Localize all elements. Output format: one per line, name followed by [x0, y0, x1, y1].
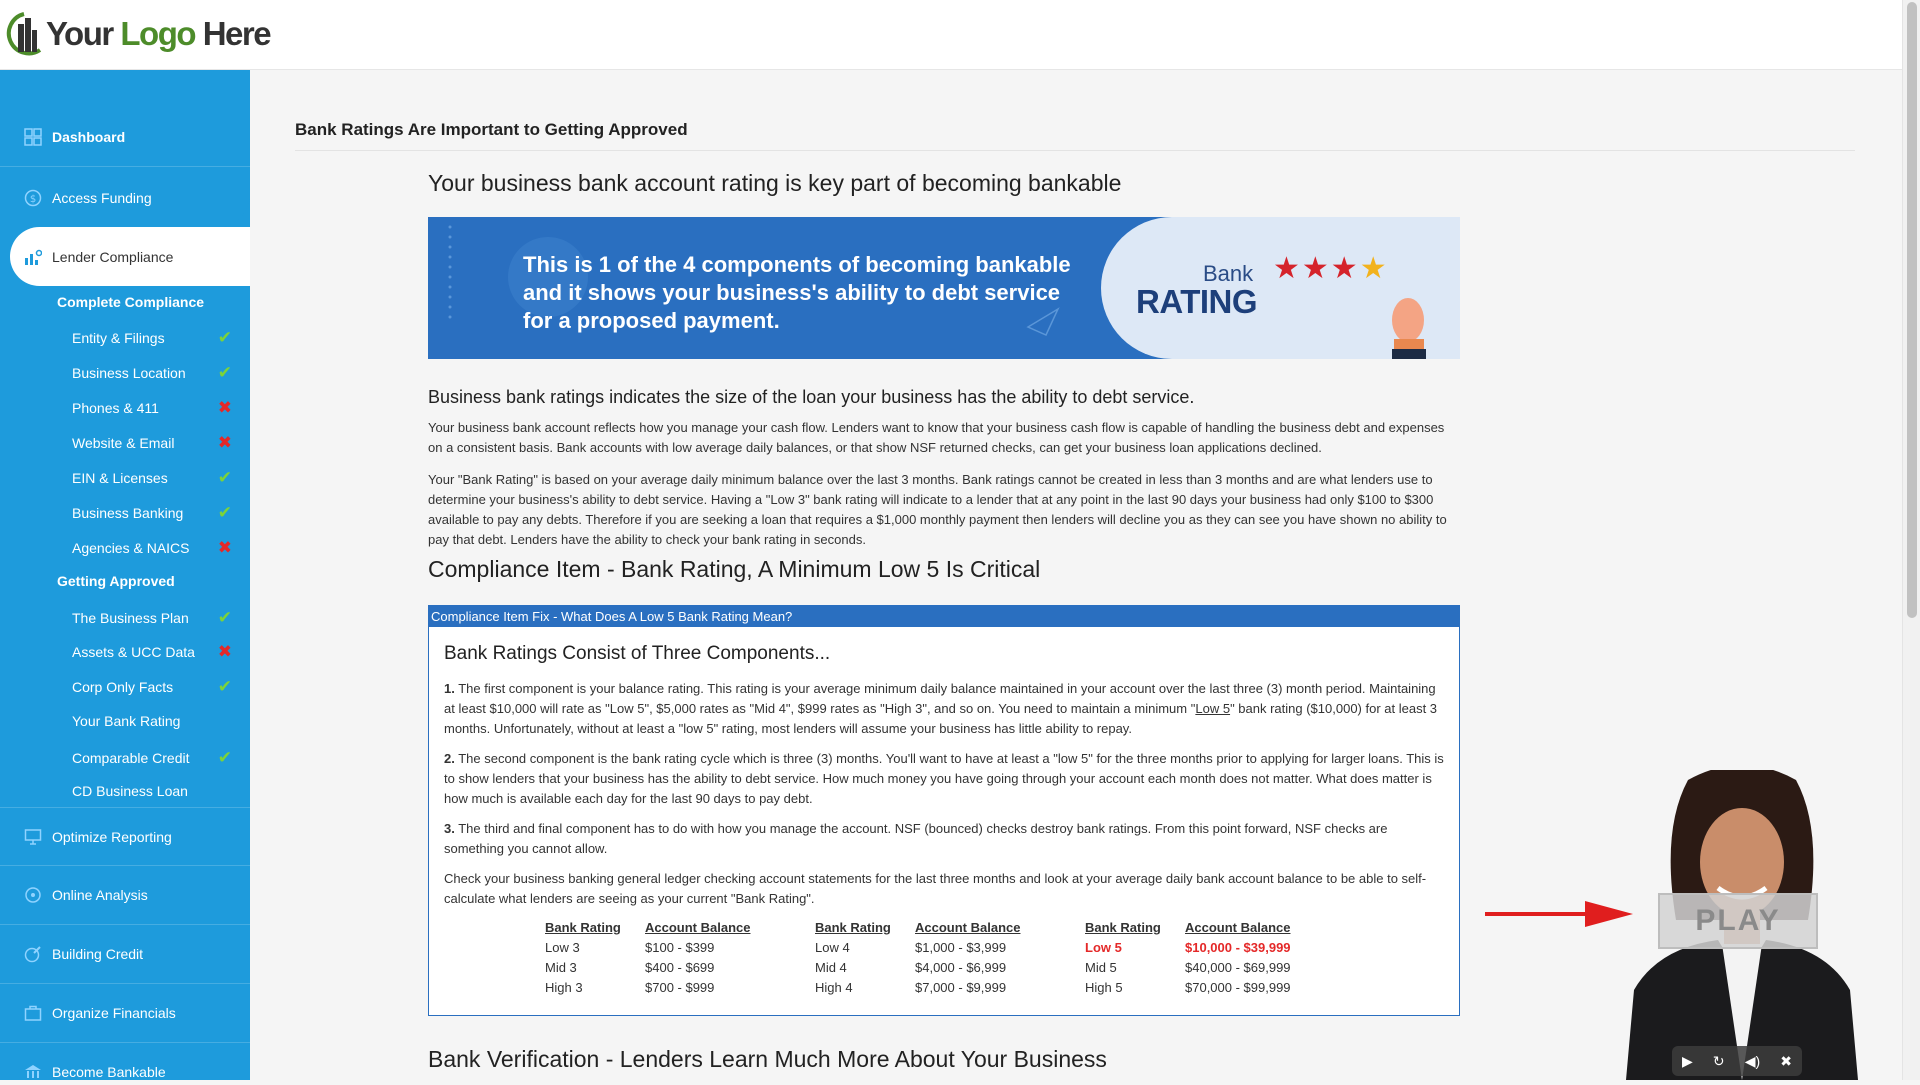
page-scrollbar[interactable] — [1902, 0, 1920, 1080]
sidebar-item-lender-compliance[interactable] — [10, 227, 250, 286]
check-icon: ✔ — [217, 608, 232, 627]
heading-bank-verification: Bank Verification - Lenders Learn Much More About Your Business — [428, 1046, 1107, 1072]
banner-rating-label: RATING — [1136, 283, 1258, 320]
check-icon: ✔ — [217, 748, 232, 767]
sidebar-item-access-funding[interactable] — [0, 168, 250, 227]
sidebar-section-getting-approved[interactable]: Getting Approved — [57, 573, 175, 589]
divider — [295, 150, 1855, 151]
sidebar-subitem-active[interactable]: Your Bank Rating — [72, 713, 181, 729]
sidebar-section-complete-compliance[interactable]: Complete Compliance — [57, 294, 205, 310]
sidebar-subitem[interactable]: Corp Only Facts ✔ — [72, 677, 232, 696]
compliance-fix-box — [428, 605, 1460, 1016]
check-icon: ✔ — [217, 503, 232, 522]
target-icon — [24, 886, 42, 904]
check-icon: ✔ — [217, 328, 232, 347]
page-title: Bank Ratings Are Important to Getting Approved — [295, 120, 688, 139]
replay-icon[interactable]: ↻ — [1712, 1052, 1725, 1069]
monitor-icon — [24, 828, 42, 846]
table-row: Low 3 $100 - $399 Low 4 $1,000 - $3,999 Low 5 $10,000 - $39,999 — [545, 939, 1291, 955]
sidebar-item-label: Dashboard — [52, 129, 126, 145]
sidebar-item-dashboard[interactable] — [0, 108, 250, 167]
top-header — [0, 0, 1902, 70]
sidebar-item-online-analysis[interactable] — [0, 866, 250, 925]
sidebar-item-label: Lender Compliance — [52, 248, 174, 265]
video-controls — [1672, 1046, 1802, 1076]
arrow-right-icon — [1485, 899, 1635, 929]
component-2: 2. The second component is the bank rating cycle which is three (3) months. You'll want to have at least a "low 5" for the three months prior to applying for larger loans. This is to show lenders that your business has the ability to debt service. How much money you have going through your account each month does not matter. What does matter is how much is available each day for the last 90 days to pay debt. — [444, 751, 1444, 806]
sidebar-subitem[interactable]: EIN & Licenses ✔ — [72, 468, 232, 487]
col-header: Account Balance — [645, 919, 751, 935]
component-3: 3. The third and final component has to do with how you manage the account. NSF (bounced) checks destroy bank ratings. From this point forward, NSF checks are something you cannot allow. — [444, 821, 1388, 856]
bank-icon — [24, 1063, 42, 1080]
lead-paragraph: Business bank ratings indicates the size of the loan your business has the ability to debt service. — [428, 387, 1195, 407]
heading-compliance-item: Compliance Item - Bank Rating, A Minimum Low 5 Is Critical — [428, 556, 1041, 582]
sidebar-item-building-credit[interactable] — [0, 925, 250, 984]
logo-text: Your Logo Here — [46, 15, 271, 52]
sidebar-item-label: Optimize Reporting — [52, 828, 172, 845]
chart-bars-icon — [24, 248, 42, 266]
sidebar-item-label: Online Analysis — [52, 887, 148, 903]
sidebar-item-label: Organize Financials — [52, 1005, 176, 1021]
paragraph-bank-rating: Your "Bank Rating" is based on your average daily minimum balance over the last 3 months. Bank ratings cannot be created in less than 3 months and are what lenders use to determine your business's ability to debt service. Having a "Low 3" bank rating will indicate to a lender that at any point in the last 90 days your business had only $100 to $300 available to pay any debts. Therefore if you are seeking a loan that requires a $1,000 monthly payment then lenders will decline you as they can see you have shown no ability to pay that debt. Lenders have the ability to check your bank rating in seconds. — [428, 472, 1447, 547]
bank-rating-banner — [428, 217, 1460, 359]
sidebar-subitem[interactable]: Assets & UCC Data ✖ — [72, 642, 232, 661]
sidebar-subitem[interactable]: The Business Plan ✔ — [72, 608, 232, 627]
heading-bankable: Your business bank account rating is key part of becoming bankable — [428, 170, 1122, 196]
col-header: Account Balance — [915, 919, 1021, 935]
play-icon[interactable]: ▶ — [1682, 1052, 1693, 1069]
sidebar-subitem[interactable]: Comparable Credit ✔ — [72, 748, 232, 767]
low5-link[interactable]: Low 5 — [1195, 701, 1231, 716]
col-header: Account Balance — [1185, 919, 1291, 935]
table-row: Mid 3 $400 - $699 Mid 4 $4,000 - $6,999 Mid 5 $40,000 - $69,999 — [545, 959, 1291, 975]
col-header: Bank Rating — [1085, 919, 1161, 935]
star-rating-icon: ★★★★ — [1273, 252, 1389, 285]
sidebar-subitem[interactable]: Website & Email ✖ — [72, 433, 232, 452]
col-header: Bank Rating — [545, 919, 621, 935]
check-statement-paragraph: Check your business banking general ledger checking account statements for the last three months and look at your average daily bank account balance to be able to self-calculate what lenders are seeing as your current "Bank Rating". — [444, 871, 1427, 906]
sidebar-subitem[interactable]: Business Location ✔ — [72, 363, 232, 382]
cross-icon: ✖ — [217, 398, 232, 417]
sidebar-item-optimize-reporting[interactable] — [0, 807, 250, 866]
check-icon: ✔ — [217, 677, 232, 696]
logo[interactable] — [4, 10, 270, 58]
dashboard-icon — [24, 128, 42, 146]
sidebar — [0, 70, 250, 1080]
box-header: Compliance Item Fix - What Does A Low 5 Bank Rating Mean? — [429, 606, 1459, 627]
banner-bank-label: Bank — [1203, 261, 1254, 286]
component-1: 1. The first component is your balance rating. This rating is your average minimum daily balance maintained in your account over the last three (3) month period. Maintaining at least $10,000 will rate as "Low 5", $5,000 rates as "Mid 4", $999 rates as "High 3", and so on. You need to maintain a minimum "Low 5" bank rating ($10,000) for at least 3 months. Unfortunately, without at least a "low 5" rating, most lenders will assume your business has little ability to repay. — [444, 681, 1438, 736]
volume-icon[interactable]: ◀) — [1744, 1052, 1761, 1069]
check-icon: ✔ — [217, 468, 232, 487]
check-icon: ✔ — [217, 363, 232, 382]
cross-icon: ✖ — [217, 538, 232, 557]
paragraph-cashflow: Your business bank account reflects how you manage your cash flow. Lenders want to know that your business cash flow is capable of handling the business debt and expenses on a consistent basis. Bank accounts with low average daily balances, or that show NSF returned checks, can get your business loan applications declined. — [428, 420, 1445, 455]
cross-icon: ✖ — [217, 433, 232, 452]
box-heading: Bank Ratings Consist of Three Components... — [444, 643, 831, 664]
sidebar-item-become-bankable[interactable] — [0, 1043, 250, 1080]
video-presenter[interactable] — [1618, 770, 1866, 1080]
banner-text: This is 1 of the 4 components of becoming bankable and it shows your business's ability to debt service for a proposed payment. — [523, 252, 1071, 333]
svg-text:$: $ — [29, 193, 37, 205]
close-icon[interactable]: ✖ — [1780, 1052, 1792, 1069]
sidebar-subitem[interactable]: Phones & 411 ✖ — [72, 398, 232, 417]
sidebar-subitem[interactable]: Agencies & NAICS ✖ — [72, 538, 232, 557]
table-row: High 3 $700 - $999 High 4 $7,000 - $9,999 High 5 $70,000 - $99,999 — [545, 979, 1291, 995]
scrollbar-thumb[interactable] — [1907, 2, 1917, 618]
pencil-icon — [24, 945, 42, 963]
box-body — [429, 627, 1459, 997]
sidebar-item-label: Access Funding — [52, 189, 152, 206]
col-header: Bank Rating — [815, 919, 891, 935]
dollar-icon — [24, 189, 42, 207]
briefcase-icon — [24, 1004, 42, 1022]
sidebar-subitem[interactable]: Entity & Filings ✔ — [72, 328, 232, 347]
cross-icon: ✖ — [217, 642, 232, 661]
play-button[interactable]: PLAY — [1658, 893, 1818, 949]
sidebar-item-organize-financials[interactable] — [0, 984, 250, 1043]
sidebar-item-label: Become Bankable — [52, 1064, 166, 1080]
sidebar-item-label: Building Credit — [52, 946, 144, 962]
sidebar-subitem[interactable]: CD Business Loan — [72, 783, 188, 799]
logo-icon — [4, 10, 44, 58]
bank-rating-table — [545, 917, 1325, 997]
sidebar-subitem[interactable]: Business Banking ✔ — [72, 503, 232, 522]
hand-icon — [1378, 265, 1438, 359]
